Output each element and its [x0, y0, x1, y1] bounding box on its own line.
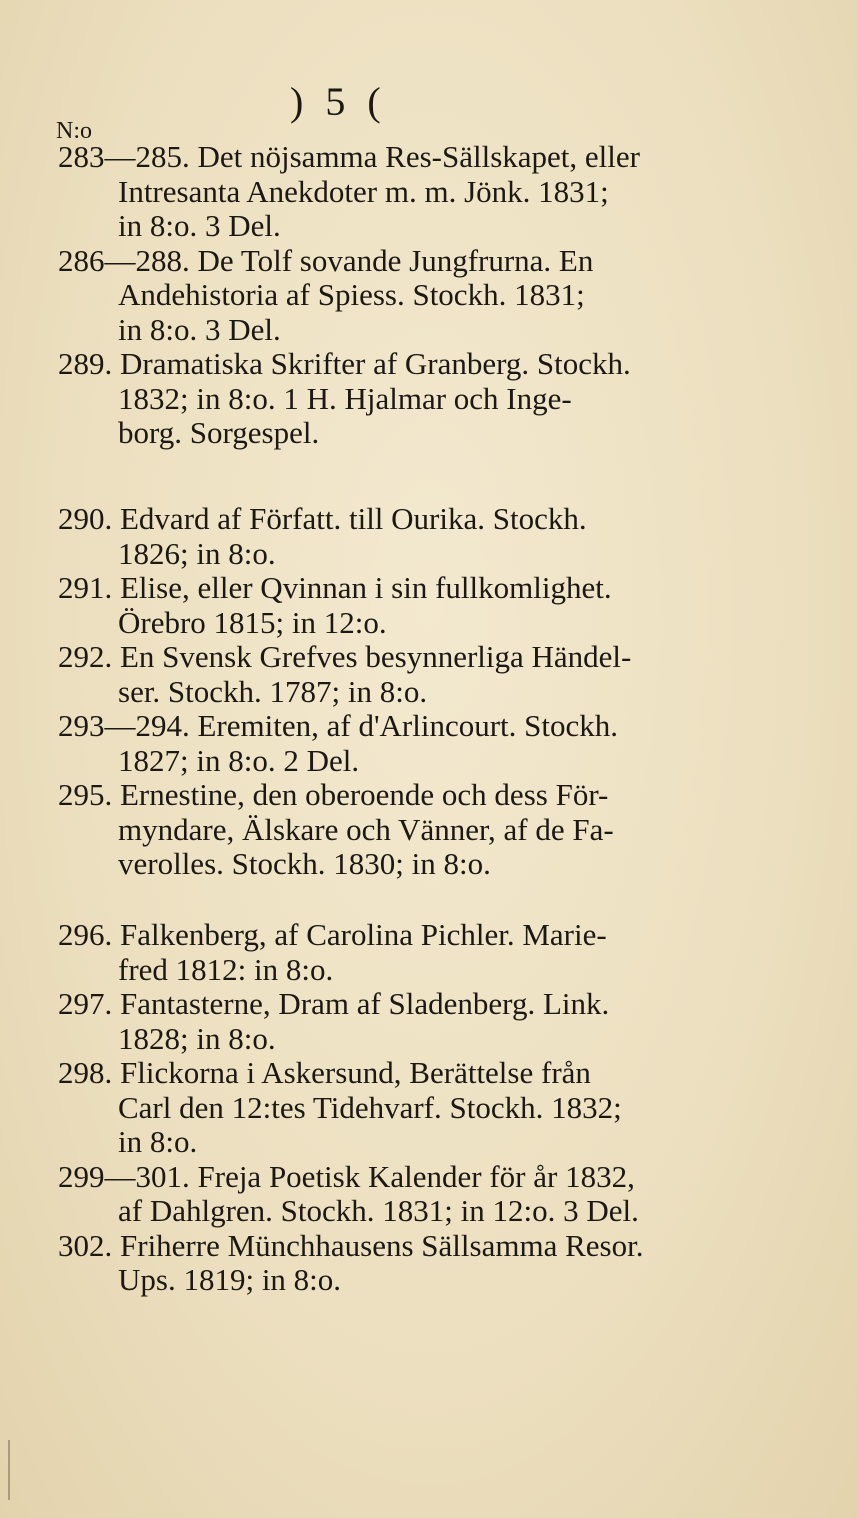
entry-continuation-line: Örebro 1815; in 12:o. [118, 604, 387, 640]
catalog-section-e [58, 502, 738, 882]
entry-continuation-line: in 8:o. 3 Del. [118, 311, 281, 347]
entry-first-line: 297. Fantasterne, Dram af Sladenberg. Link. [58, 986, 610, 1021]
entry-continuation-line: in 8:o. [118, 1124, 198, 1159]
catalog-section-1 [58, 140, 738, 451]
entry-continuation-line: Carl den 12:tes Tidehvarf. Stockh. 1832; [118, 1089, 622, 1125]
entry-continuation-line: Intresanta Anekdoter m. m. Jönk. 1831; [118, 173, 609, 209]
entry-continuation-line: ser. Stockh. 1787; in 8:o. [118, 673, 428, 709]
catalog-entry [58, 1056, 738, 1160]
catalog-entry [58, 918, 738, 987]
catalog-entry [58, 571, 738, 640]
catalog-entry [58, 347, 738, 451]
entry-continuation-line: 1828; in 8:o. [118, 1020, 276, 1056]
entry-first-line: 299—301. Freja Poetisk Kalender för år 1832, [58, 1158, 635, 1194]
catalog-section-f [58, 918, 738, 1298]
entry-continuation-line: 1826; in 8:o. [118, 535, 276, 571]
entry-first-line: 298. Flickorna i Askersund, Berättelse från [58, 1055, 591, 1090]
entry-continuation-line: Andehistoria af Spiess. Stockh. 1831; [118, 277, 585, 312]
catalog-entry [58, 987, 738, 1056]
catalog-entry [58, 1229, 738, 1298]
catalog-entry [58, 640, 738, 709]
catalog-entry [58, 140, 738, 244]
entry-first-line: 283—285. Det nöjsamma Res-Sällskapet, eller [58, 139, 640, 174]
entry-first-line: 293—294. Eremiten, af d'Arlincourt. Stockh. [58, 708, 619, 743]
entry-continuation-line: fred 1812: in 8:o. [118, 951, 334, 987]
entry-first-line: 295. Ernestine, den oberoende och dess För- [58, 777, 609, 812]
entry-continuation-line: 1832; in 8:o. 1 H. Hjalmar och Inge- [118, 380, 572, 416]
number-label: N:o [56, 118, 92, 144]
entry-continuation-line: borg. Sorgespel. [118, 415, 320, 450]
entry-continuation-line: 1827; in 8:o. 2 Del. [118, 742, 360, 778]
entry-continuation-line: verolles. Stockh. 1830; in 8:o. [118, 846, 491, 881]
entry-first-line: 289. Dramatiska Skrifter af Granberg. Stockh. [58, 346, 631, 381]
entry-continuation-line: in 8:o. 3 Del. [118, 208, 281, 243]
page-number: ) 5 ( [290, 79, 387, 124]
entry-first-line: 292. En Svensk Grefves besynnerliga Händel- [58, 639, 632, 674]
entry-first-line: 290. Edvard af Författ. till Ourika. Stockh. [58, 501, 587, 536]
entry-continuation-line: myndare, Älskare och Vänner, af de Fa- [118, 811, 614, 847]
catalog-entry [58, 244, 738, 348]
entry-continuation-line: af Dahlgren. Stockh. 1831; in 12:o. 3 Del. [118, 1193, 639, 1228]
catalog-entry [58, 709, 738, 778]
entry-first-line: 286—288. De Tolf sovande Jungfrurna. En [58, 242, 594, 278]
page-edge-mark [8, 1440, 10, 1500]
catalog-entry [58, 502, 738, 571]
catalog-entry [58, 1160, 738, 1229]
entry-continuation-line: Ups. 1819; in 8:o. [118, 1262, 342, 1297]
entry-first-line: 296. Falkenberg, af Carolina Pichler. Marie- [58, 917, 607, 952]
catalog-entry [58, 778, 738, 882]
entry-first-line: 291. Elise, eller Qvinnan i sin fullkomlighet. [58, 570, 612, 605]
entry-first-line: 302. Friherre Münchhausens Sällsamma Resor. [58, 1227, 644, 1263]
